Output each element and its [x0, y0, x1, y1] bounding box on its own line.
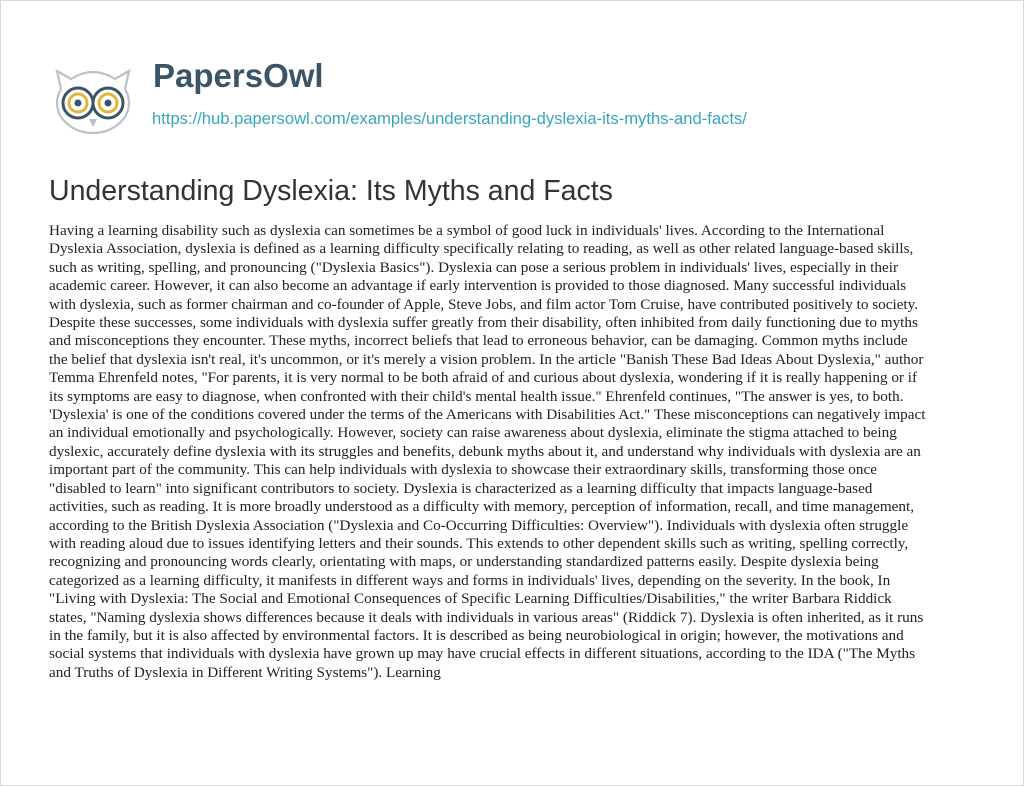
- body-line: its symptoms are easy to diagnose, when confronted with their child's mental health issue." Ehrenfeld continues, "The answer is yes, to both.: [49, 387, 904, 405]
- document-title: Understanding Dyslexia: Its Myths and Facts: [49, 175, 613, 207]
- body-line: dyslexic, accurately define dyslexia with its struggles and benefits, debunk myths about it, and understand why individuals with dyslexia are an: [49, 442, 921, 460]
- body-line: Dyslexia Association, dyslexia is defined as a learning difficulty specifically relating to reading, as well as other related language-based skills,: [49, 240, 914, 258]
- brand-name: PapersOwl: [153, 57, 324, 94]
- body-line: social systems that individuals with dyslexia have grown up may have crucial effects in different situations, according to the IDA ("The Myths: [49, 645, 916, 663]
- body-line: "disabled to learn" into significant contributors to society. Dyslexia is characterized as a learning difficulty that impacts language-based: [49, 479, 873, 497]
- body-line: with dyslexia, such as former chairman and co-founder of Apple, Steve Jobs, and film actor Tom Cruise, have contributed positively to society.: [49, 295, 919, 313]
- body-line: activities, such as reading. It is more broadly understood as a difficulty with memory, perception of information, recall, and time management,: [49, 498, 915, 516]
- body-line: states, "Naming dyslexia shows differences because it deals with individuals in various areas" (Riddick 7). Dyslexia is often inherited, as it runs: [49, 608, 924, 626]
- body-line: according to the British Dyslexia Association ("Dyslexia and Co-Occurring Difficulties: Overview"). Individuals with dyslexia often struggle: [49, 516, 909, 534]
- body-line: Despite these successes, some individuals with dyslexia suffer greatly from their disability, often inhibited from daily functioning due to myths: [49, 314, 918, 332]
- body-line: such as writing, spelling, and pronouncing ("Dyslexia Basics"). Dyslexia can pose a serious problem in individuals' lives, especially in their: [49, 258, 899, 276]
- body-line: with reading aloud due to issues identifying letters and their sounds. This extends to other dependent skills such as writing, spelling correctly,: [49, 534, 909, 552]
- document-body: [49, 222, 976, 682]
- body-line: 'Dyslexia' is one of the conditions covered under the terms of the Americans with Disabilities Act." These misconceptions can negatively impact: [49, 406, 926, 424]
- owl-eyes-logo-icon: [49, 57, 137, 135]
- body-line: important part of the community. This can help individuals with dyslexia to showcase their extraordinary skills, transforming those once: [49, 461, 877, 479]
- body-line: recognizing and pronouncing words clearly, orientating with maps, or understanding standardized patterns easily. Despite dyslexia being: [49, 553, 879, 571]
- body-line: academic career. However, it can also become an advantage if early intervention is provided to those diagnosed. Many successful individuals: [49, 277, 907, 295]
- body-line: categorized as a learning difficulty, it manifests in different ways and forms in individuals' lives, depending on the severity. In the book, In: [49, 571, 891, 589]
- body-line: the belief that dyslexia isn't real, it's uncommon, or it's merely a vision problem. In the article "Banish These Bad Ideas About Dyslexia," author: [49, 350, 924, 368]
- body-line: and misconceptions they encounter. These myths, incorrect beliefs that lead to erroneous behavior, can be damaging. Common myths include: [49, 332, 908, 350]
- body-line: Temma Ehrenfeld notes, "For parents, it is very normal to be both afraid of and curious about dyslexia, wondering if it is really happening or if: [49, 369, 918, 387]
- site-header: [49, 39, 989, 139]
- body-line: in the family, but it is also affected by environmental factors. It is described as being neurobiological in origin; however, the motivations and: [49, 626, 904, 644]
- body-line: an individual emotionally and psychologically. However, society can raise awareness about dyslexia, eliminate the stigma attached to being: [49, 424, 897, 442]
- source-url-link[interactable]: https://hub.papersowl.com/examples/understanding-dyslexia-its-myths-and-facts/: [152, 109, 747, 128]
- body-line: "Living with Dyslexia: The Social and Emotional Consequences of Specific Learning Difficulties/Disabilities," the writer Barbara Riddick: [49, 590, 892, 608]
- body-line: Having a learning disability such as dyslexia can sometimes be a symbol of good luck in individuals' lives. According to the International: [49, 222, 885, 239]
- body-line: and Truths of Dyslexia in Different Writing Systems"). Learning: [49, 663, 441, 681]
